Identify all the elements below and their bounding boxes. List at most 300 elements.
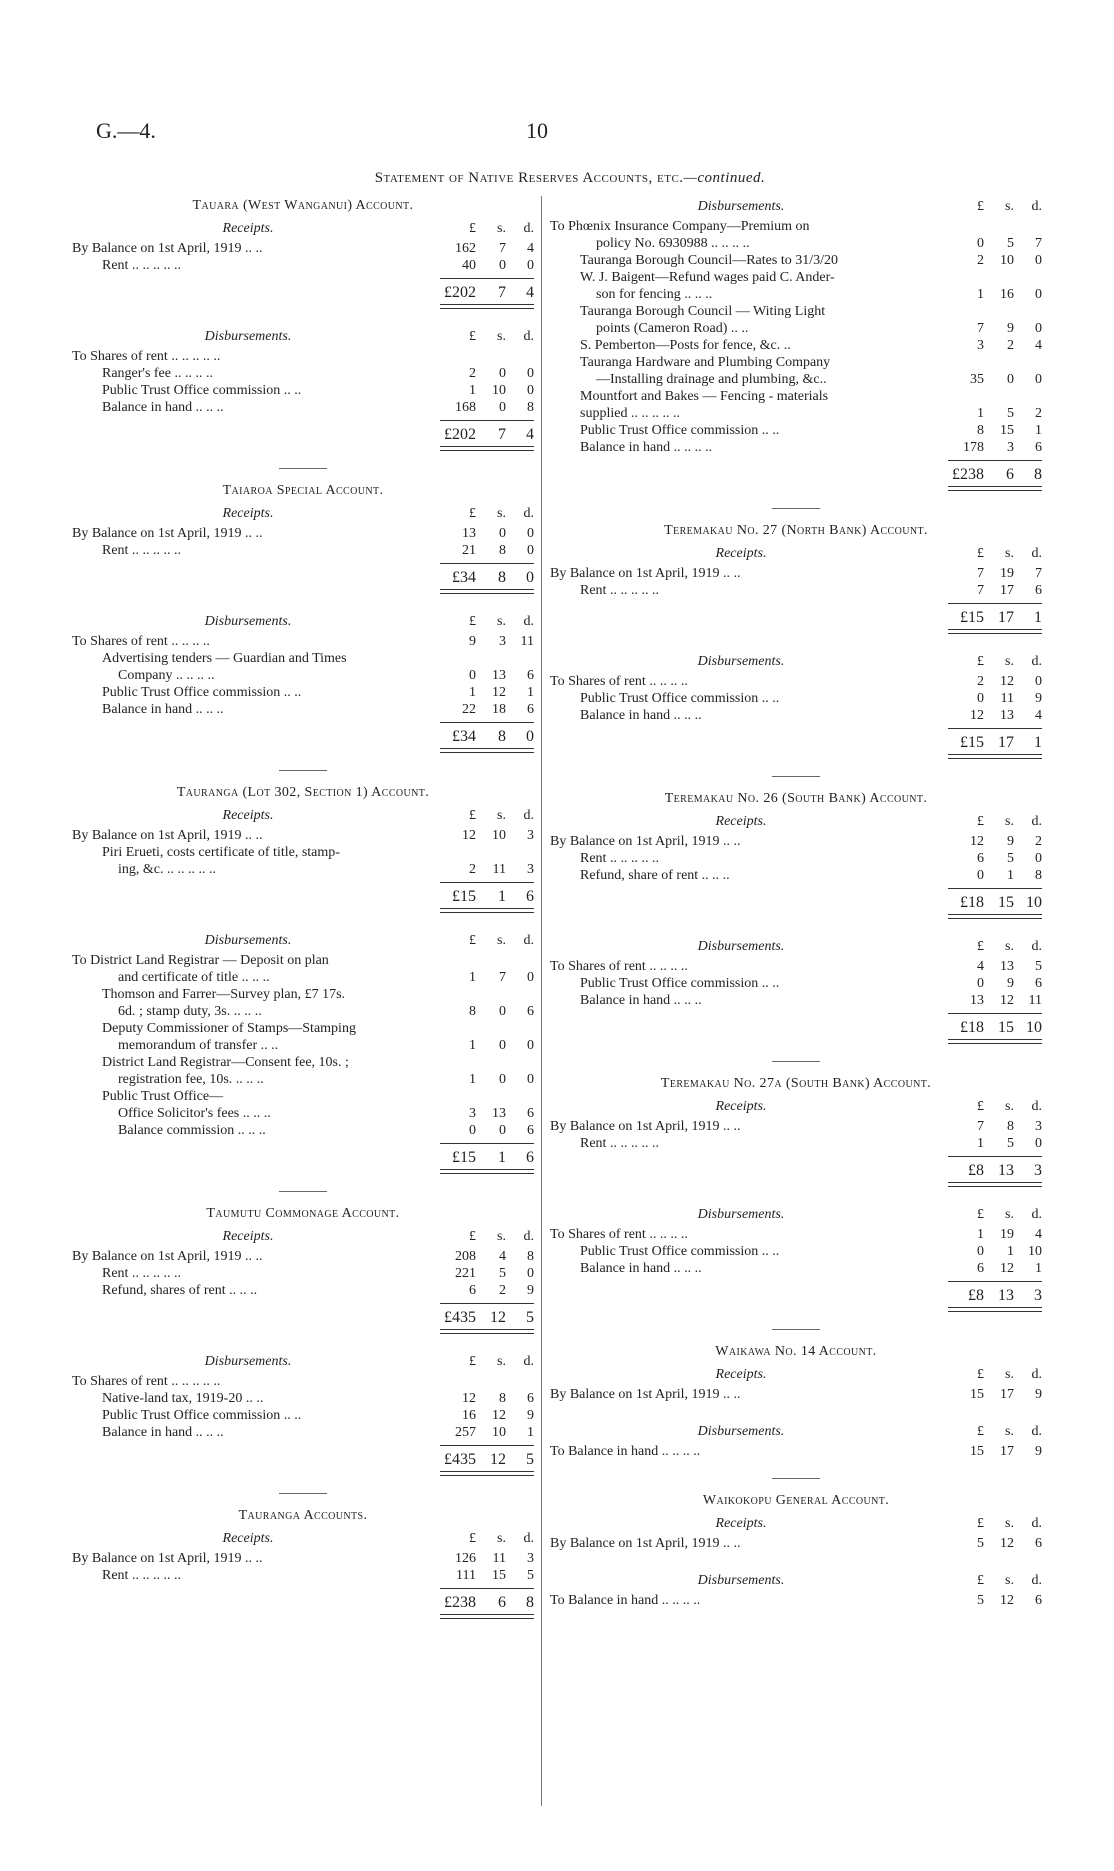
pounds: £15 — [960, 734, 984, 751]
line-desc: Office Solicitor's fees .. .. .. — [118, 1106, 271, 1121]
line-desc: By Balance on 1st April, 1919 .. .. — [550, 1536, 741, 1551]
ledger-line — [72, 1390, 534, 1407]
ledger-line — [550, 690, 1042, 707]
ledger-line — [72, 684, 534, 701]
pence: 6 — [527, 1123, 534, 1138]
pence-header: d. — [1031, 199, 1042, 214]
money-column-header — [440, 1354, 534, 1372]
pounds: £15 — [452, 1149, 476, 1166]
pounds: 40 — [462, 258, 476, 273]
ledger-line — [72, 633, 534, 650]
pounds-header: £ — [469, 1531, 476, 1546]
line-desc: To District Land Registrar — Deposit on plan — [72, 953, 329, 968]
account-taumutu — [72, 1206, 534, 1475]
line-amount — [948, 1386, 1042, 1403]
pence: 6 — [1035, 1536, 1042, 1551]
total-amount — [948, 734, 1042, 751]
shillings: 12 — [492, 685, 506, 700]
pounds-header: £ — [977, 654, 984, 669]
money-column-header — [948, 654, 1042, 672]
pounds-header: £ — [977, 546, 984, 561]
pence-header: d. — [1031, 814, 1042, 829]
page-number: 10 — [526, 118, 548, 143]
shillings: 12 — [1000, 993, 1014, 1008]
line-desc: Balance in hand .. .. .. — [102, 400, 224, 415]
ledger-line — [550, 992, 1042, 1009]
line-desc: Mountfort and Bakes — Fencing - materials — [580, 389, 829, 404]
pence: 9 — [1035, 691, 1042, 706]
line-desc: Refund, shares of rent .. .. .. — [102, 1283, 258, 1298]
section-header — [550, 1513, 1042, 1535]
account-title: Tauara (West Wanganui) Account. — [192, 198, 414, 213]
section-header — [550, 811, 1042, 833]
pence: 6 — [1035, 440, 1042, 455]
shillings: 13 — [492, 1106, 506, 1121]
total-row — [72, 416, 534, 450]
section-separator — [772, 1329, 820, 1330]
ledger-line — [72, 348, 534, 365]
pounds-header: £ — [469, 933, 476, 948]
line-desc: W. J. Baigent—Refund wages paid C. Ander- — [580, 270, 835, 285]
line-desc: Public Trust Office commission .. .. — [580, 423, 780, 438]
section-label: Receipts. — [715, 546, 767, 561]
shillings: 17 — [998, 734, 1014, 751]
pence: 8 — [1034, 466, 1042, 483]
ledger-line — [72, 701, 534, 718]
total-row — [72, 1299, 534, 1333]
line-desc: To Shares of rent .. .. .. .. — [550, 674, 688, 689]
money-column-header — [948, 939, 1042, 957]
total-amount — [948, 466, 1042, 483]
section-header — [72, 1528, 534, 1550]
shillings-header: s. — [497, 221, 506, 236]
ledger-line — [550, 439, 1042, 456]
ledger-line — [550, 252, 1042, 269]
pence: 10 — [1026, 894, 1042, 911]
section-label: Receipts. — [715, 814, 767, 829]
pounds: 2 — [469, 366, 476, 381]
shillings: 5 — [1007, 406, 1014, 421]
shillings: 0 — [499, 1123, 506, 1138]
page-header — [96, 118, 1036, 154]
line-desc: Rent .. .. .. .. .. — [580, 851, 659, 866]
line-amount — [948, 1118, 1042, 1135]
pence: 6 — [526, 888, 534, 905]
account-teremakau-27a — [550, 1076, 1042, 1311]
line-desc: Rent .. .. .. .. .. — [580, 583, 659, 598]
pounds: 12 — [970, 708, 984, 723]
line-desc: Public Trust Office commission .. .. — [580, 1244, 780, 1259]
line-desc: To Balance in hand .. .. .. .. — [550, 1593, 701, 1608]
shillings-header: s. — [1005, 1207, 1014, 1222]
pence: 5 — [526, 1309, 534, 1326]
shillings: 6 — [498, 1594, 506, 1611]
shillings: 17 — [1000, 583, 1014, 598]
shillings: 17 — [1000, 1387, 1014, 1402]
line-amount — [440, 633, 534, 650]
section-label: Disbursements. — [697, 654, 785, 669]
shillings: 7 — [499, 970, 506, 985]
line-desc: By Balance on 1st April, 1919 .. .. — [72, 1249, 263, 1264]
money-column-header — [948, 814, 1042, 832]
shillings-header: s. — [497, 506, 506, 521]
pence: 9 — [527, 1283, 534, 1298]
shillings: 12 — [1000, 1261, 1014, 1276]
ledger-line — [550, 833, 1042, 850]
pounds: 8 — [977, 423, 984, 438]
pence: 3 — [1034, 1162, 1042, 1179]
total-row — [550, 456, 1042, 490]
pence-header: d. — [523, 614, 534, 629]
line-desc: Piri Erueti, costs certificate of title, stamp- — [102, 845, 340, 860]
line-amount — [948, 673, 1042, 690]
line-amount — [948, 320, 1042, 337]
pence-header: d. — [1031, 654, 1042, 669]
line-desc: Balance in hand .. .. .. — [102, 702, 224, 717]
line-desc: Public Trust Office commission .. .. — [580, 976, 780, 991]
ledger-line — [550, 1535, 1042, 1552]
line-desc: Public Trust Office commission .. .. — [580, 691, 780, 706]
ledger-line — [550, 582, 1042, 599]
total-amount — [440, 1309, 534, 1326]
pounds: 0 — [977, 1244, 984, 1259]
ledger-line — [72, 1054, 534, 1071]
total-amount — [440, 728, 534, 745]
pounds: £15 — [960, 609, 984, 626]
pounds: 162 — [455, 241, 476, 256]
pence-header: d. — [523, 1354, 534, 1369]
pounds-header: £ — [469, 614, 476, 629]
pounds: 1 — [469, 383, 476, 398]
pence-header: d. — [523, 221, 534, 236]
section-header — [72, 611, 534, 633]
shillings: 1 — [1007, 1244, 1014, 1259]
section-separator — [772, 508, 820, 509]
pounds: 6 — [977, 851, 984, 866]
section-header — [72, 218, 534, 240]
line-amount — [440, 827, 534, 844]
total-row — [72, 559, 534, 593]
pence-header: d. — [523, 933, 534, 948]
line-amount — [948, 1135, 1042, 1152]
section-label: Receipts. — [222, 221, 274, 236]
shillings: 3 — [499, 634, 506, 649]
account-title: Tauranga Accounts. — [238, 1508, 368, 1523]
line-amount — [440, 1550, 534, 1567]
pence: 10 — [1028, 1244, 1042, 1259]
shillings: 10 — [492, 383, 506, 398]
pounds-header: £ — [977, 1573, 984, 1588]
pence: 6 — [1035, 976, 1042, 991]
ledger-line — [550, 1443, 1042, 1460]
ledger-line — [550, 320, 1042, 337]
line-amount — [440, 684, 534, 701]
ledger-line — [72, 1282, 534, 1299]
total-amount — [948, 1019, 1042, 1036]
pounds: 1 — [977, 287, 984, 302]
shillings: 10 — [492, 828, 506, 843]
account-teremakau-27 — [550, 523, 1042, 758]
line-desc: By Balance on 1st April, 1919 .. .. — [550, 1119, 741, 1134]
line-amount — [948, 1535, 1042, 1552]
account-tauranga-disbursements — [550, 196, 1042, 490]
ledger-line — [550, 1386, 1042, 1403]
line-amount — [948, 1226, 1042, 1243]
line-desc: registration fee, 10s. .. .. .. — [118, 1072, 264, 1087]
pounds: 5 — [977, 1536, 984, 1551]
ledger-line — [72, 667, 534, 684]
pounds-header: £ — [469, 329, 476, 344]
line-amount — [948, 422, 1042, 439]
money-column-header — [440, 221, 534, 239]
line-desc: By Balance on 1st April, 1919 .. .. — [550, 566, 741, 581]
pence: 8 — [527, 1249, 534, 1264]
line-desc: Public Trust Office commission .. .. — [102, 383, 302, 398]
total-amount — [948, 894, 1042, 911]
shillings-header: s. — [1005, 1099, 1014, 1114]
line-desc: policy No. 6930988 .. .. .. .. — [596, 236, 750, 251]
pounds: 126 — [455, 1551, 476, 1566]
pounds: 7 — [977, 321, 984, 336]
line-amount — [948, 992, 1042, 1009]
line-amount — [440, 1248, 534, 1265]
shillings: 13 — [998, 1287, 1014, 1304]
line-desc: and certificate of title .. .. .. — [118, 970, 270, 985]
pounds: 6 — [977, 1261, 984, 1276]
line-desc: ing, &c. .. .. .. .. .. — [118, 862, 216, 877]
ledger-line — [550, 218, 1042, 235]
account-title: Waikokopu General Account. — [702, 1493, 890, 1508]
pounds: 0 — [977, 976, 984, 991]
ledger-line — [72, 257, 534, 274]
pence-header: d. — [1031, 546, 1042, 561]
pounds: 168 — [455, 400, 476, 415]
pence: 1 — [1034, 609, 1042, 626]
ledger-line — [550, 371, 1042, 388]
shillings: 11 — [492, 862, 506, 877]
shillings: 9 — [1007, 834, 1014, 849]
money-column-header — [440, 1229, 534, 1247]
ledger-line — [72, 382, 534, 399]
section-header — [72, 503, 534, 525]
ledger-line — [72, 1020, 534, 1037]
line-desc: To Shares of rent .. .. .. .. .. — [72, 1374, 221, 1389]
total-row — [72, 1584, 534, 1618]
pounds: 22 — [462, 702, 476, 717]
ledger-line — [72, 861, 534, 878]
pence: 0 — [1035, 321, 1042, 336]
shillings-header: s. — [1005, 546, 1014, 561]
line-desc: Company .. .. .. .. — [118, 668, 215, 683]
line-desc: Advertising tenders — Guardian and Times — [102, 651, 347, 666]
total-amount — [440, 888, 534, 905]
account-title: Taumutu Commonage Account. — [206, 1206, 400, 1221]
pounds: 1 — [469, 1072, 476, 1087]
pence: 3 — [1034, 1287, 1042, 1304]
line-desc: By Balance on 1st April, 1919 .. .. — [72, 241, 263, 256]
shillings: 7 — [499, 241, 506, 256]
pounds: 12 — [462, 1391, 476, 1406]
ledger-line — [550, 1260, 1042, 1277]
line-desc: Thomson and Farrer—Survey plan, £7 17s. — [102, 987, 346, 1002]
section-header — [72, 930, 534, 952]
section-label: Receipts. — [222, 506, 274, 521]
pence: 6 — [1035, 1593, 1042, 1608]
ledger-line — [72, 1122, 534, 1139]
ledger-line — [72, 1105, 534, 1122]
pounds: 7 — [977, 583, 984, 598]
money-column-header — [948, 546, 1042, 564]
shillings: 1 — [498, 888, 506, 905]
pounds: 2 — [977, 674, 984, 689]
account-title: Taiaroa Special Account. — [222, 483, 384, 498]
pence: 3 — [527, 828, 534, 843]
shillings: 12 — [492, 1408, 506, 1423]
money-column-header — [948, 1516, 1042, 1534]
line-amount — [440, 1282, 534, 1299]
left-column — [72, 196, 534, 1618]
pence: 0 — [1035, 372, 1042, 387]
pounds: £435 — [444, 1451, 476, 1468]
pence: 0 — [1035, 851, 1042, 866]
section-label: Receipts. — [715, 1516, 767, 1531]
line-desc: Tauranga Borough Council — Witing Light — [580, 304, 826, 319]
ledger-line — [72, 542, 534, 559]
ledger-line — [72, 365, 534, 382]
pounds: £435 — [444, 1309, 476, 1326]
shillings: 7 — [498, 426, 506, 443]
line-desc: Refund, share of rent .. .. .. — [580, 868, 730, 883]
line-amount — [948, 286, 1042, 303]
ledger-line — [550, 1226, 1042, 1243]
total-amount — [948, 1162, 1042, 1179]
section-header — [72, 1226, 534, 1248]
pence: 0 — [527, 1072, 534, 1087]
line-amount — [948, 337, 1042, 354]
line-amount — [440, 1122, 534, 1139]
ledger-line — [72, 1424, 534, 1441]
section-label: Disbursements. — [697, 199, 785, 214]
line-amount — [440, 1037, 534, 1054]
shillings: 0 — [499, 1072, 506, 1087]
line-desc: Ranger's fee .. .. .. .. — [102, 366, 213, 381]
pence: 6 — [527, 1106, 534, 1121]
shillings: 1 — [1007, 868, 1014, 883]
pounds: 178 — [963, 440, 984, 455]
line-amount — [948, 371, 1042, 388]
total-row — [72, 274, 534, 308]
ledger-line — [550, 269, 1042, 286]
section-separator — [279, 1191, 327, 1192]
shillings: 15 — [1000, 423, 1014, 438]
pence: 2 — [1035, 406, 1042, 421]
shillings-header: s. — [1005, 1573, 1014, 1588]
shillings: 9 — [1007, 976, 1014, 991]
section-label: Disbursements. — [697, 1424, 785, 1439]
shillings: 8 — [499, 1391, 506, 1406]
pence: 0 — [527, 543, 534, 558]
line-amount — [948, 833, 1042, 850]
ledger-line — [550, 565, 1042, 582]
ledger-line — [550, 975, 1042, 992]
pounds-header: £ — [469, 1354, 476, 1369]
line-desc: Balance in hand .. .. .. — [580, 993, 702, 1008]
account-waikawa-14 — [550, 1344, 1042, 1460]
pence: 0 — [1035, 1136, 1042, 1151]
line-desc: Rent .. .. .. .. .. — [102, 258, 181, 273]
shillings: 17 — [1000, 1444, 1014, 1459]
ledger-line — [550, 850, 1042, 867]
ledger-line — [550, 1135, 1042, 1152]
shillings: 0 — [499, 400, 506, 415]
money-column-header — [948, 1099, 1042, 1117]
pence-header: d. — [1031, 1207, 1042, 1222]
shillings: 5 — [1007, 851, 1014, 866]
shillings: 10 — [492, 1425, 506, 1440]
pence: 8 — [526, 1594, 534, 1611]
money-column-header — [440, 506, 534, 524]
pence: 7 — [1035, 236, 1042, 251]
page-title-continued: —continued. — [683, 170, 766, 186]
pounds-header: £ — [977, 1099, 984, 1114]
shillings-header: s. — [497, 933, 506, 948]
pounds: 13 — [462, 526, 476, 541]
pence-header: d. — [1031, 1099, 1042, 1114]
pounds: 21 — [462, 543, 476, 558]
total-amount — [440, 569, 534, 586]
pence: 3 — [1035, 1119, 1042, 1134]
line-desc: points (Cameron Road) .. .. — [596, 321, 749, 336]
shillings: 8 — [498, 569, 506, 586]
shillings: 19 — [1000, 566, 1014, 581]
line-desc: By Balance on 1st April, 1919 .. .. — [72, 828, 263, 843]
page-title-text: Statement of Native Reserves Accounts, etc. — [374, 170, 684, 186]
account-teremakau-26 — [550, 791, 1042, 1043]
shillings: 5 — [499, 1266, 506, 1281]
pence: 0 — [527, 970, 534, 985]
shillings-header: s. — [497, 329, 506, 344]
line-desc: Balance commission .. .. .. — [118, 1123, 266, 1138]
line-desc: Balance in hand .. .. .. — [580, 708, 702, 723]
pounds: 13 — [970, 993, 984, 1008]
section-separator — [772, 776, 820, 777]
line-amount — [440, 1105, 534, 1122]
line-desc: 6d. ; stamp duty, 3s. .. .. .. — [118, 1004, 262, 1019]
pounds: 0 — [469, 668, 476, 683]
money-column-header — [948, 1367, 1042, 1385]
pence: 0 — [527, 258, 534, 273]
line-desc: District Land Registrar—Consent fee, 10s. ; — [102, 1055, 349, 1070]
line-amount — [440, 1071, 534, 1088]
section-header — [550, 1364, 1042, 1386]
section-separator — [279, 770, 327, 771]
line-desc: Rent .. .. .. .. .. — [580, 1136, 659, 1151]
line-amount — [948, 850, 1042, 867]
pounds: 15 — [970, 1387, 984, 1402]
pounds: 221 — [455, 1266, 476, 1281]
pounds: 35 — [970, 372, 984, 387]
shillings: 4 — [499, 1249, 506, 1264]
pounds: £18 — [960, 1019, 984, 1036]
pence: 1 — [527, 1425, 534, 1440]
pounds: £34 — [452, 728, 476, 745]
pence: 0 — [527, 526, 534, 541]
pence: 5 — [527, 1568, 534, 1583]
pounds: 1 — [469, 685, 476, 700]
line-desc: Balance in hand .. .. .. .. — [580, 440, 713, 455]
shillings: 0 — [499, 1004, 506, 1019]
total-amount — [948, 609, 1042, 626]
